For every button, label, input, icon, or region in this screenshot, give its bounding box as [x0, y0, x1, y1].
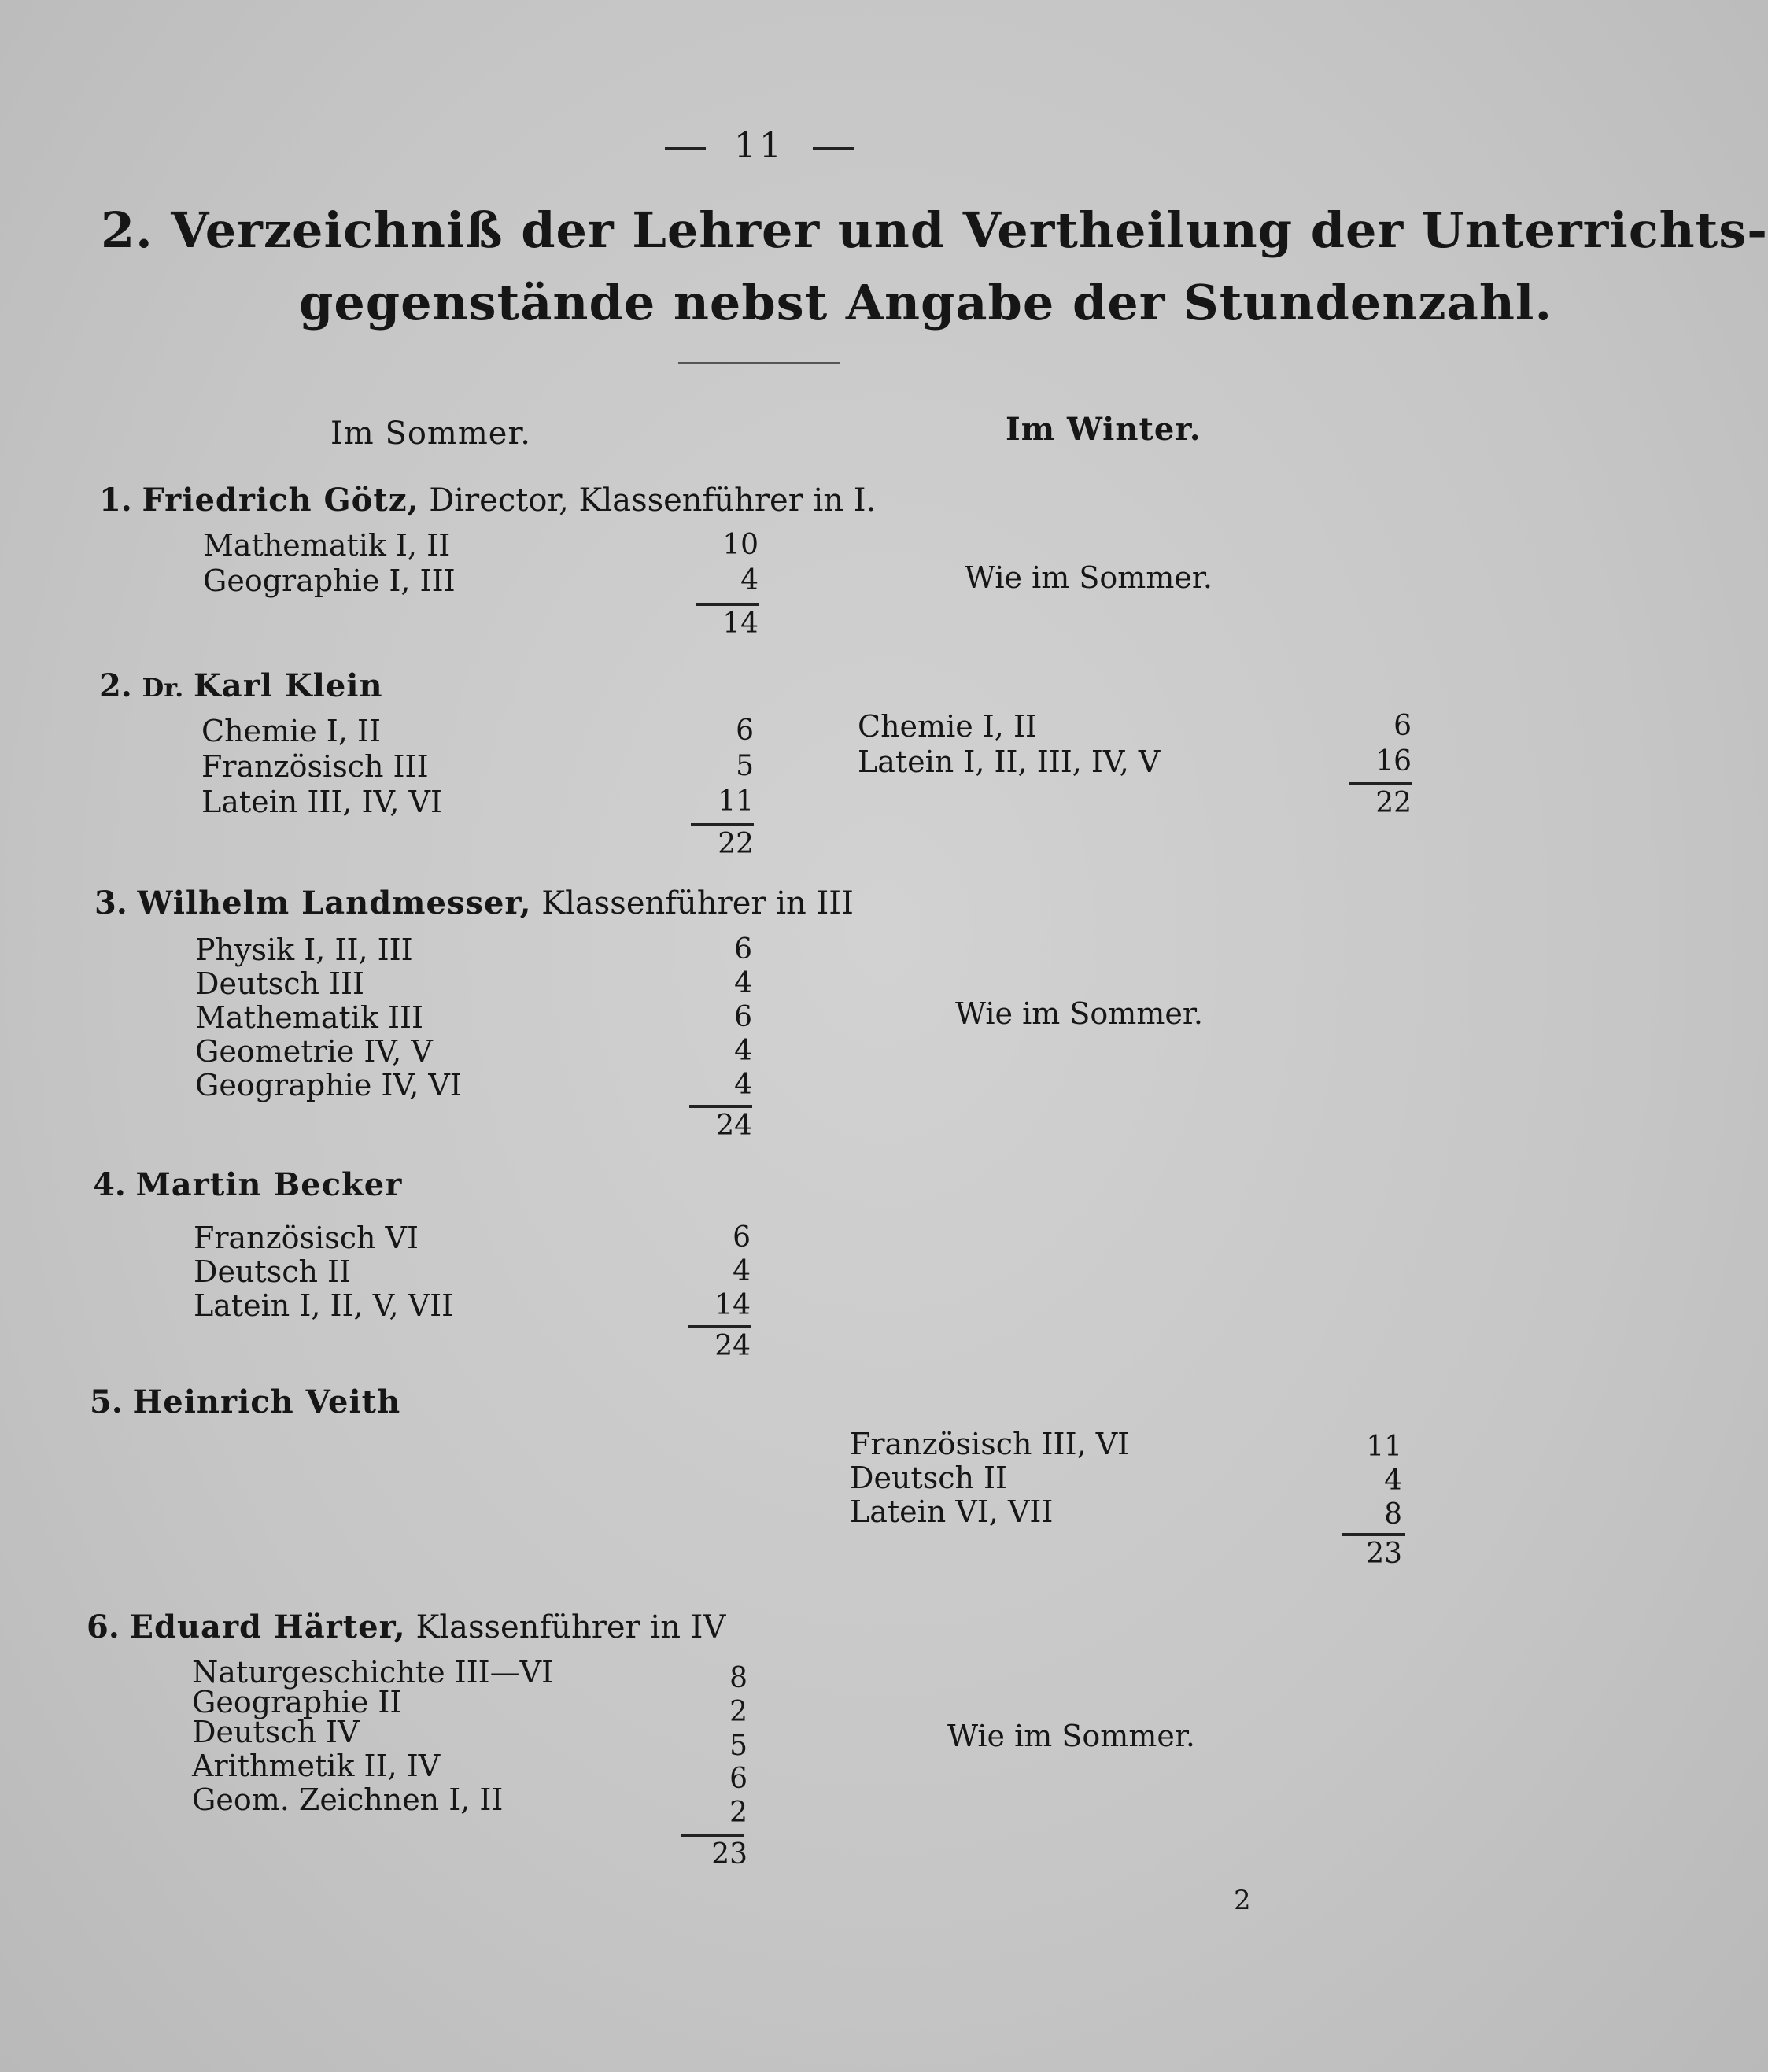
subject: Naturgeschichte III—VI: [192, 1655, 554, 1690]
hours: 2: [729, 1696, 747, 1728]
subject: Französisch III: [201, 749, 429, 784]
subject: Deutsch III: [195, 966, 365, 1001]
hours: 8: [729, 1662, 747, 1694]
hours: 4: [1384, 1464, 1402, 1497]
subject: Geographie II: [192, 1685, 402, 1719]
sum-line: [688, 1325, 751, 1328]
section-heading-line-2: gegenstände nebst Angabe der Stundenzahl.: [299, 274, 1553, 331]
teacher-number: 6.: [87, 1608, 120, 1645]
subject: Geographie I, III: [203, 563, 456, 598]
column-header-winter: Im Winter.: [1006, 411, 1201, 448]
hours: 14: [714, 1289, 751, 1321]
sum-line: [681, 1834, 744, 1837]
winter-same-note: Wie im Sommer.: [955, 996, 1203, 1031]
subject: Deutsch II: [194, 1254, 352, 1289]
subject: Französisch VI: [194, 1221, 419, 1255]
hours: 4: [740, 564, 759, 596]
teacher-entry-6: [87, 1608, 725, 1645]
winter-same-note: Wie im Sommer.: [965, 560, 1213, 595]
subject: Geometrie IV, V: [195, 1034, 433, 1069]
hours: 11: [1366, 1431, 1402, 1463]
teacher-role: Director, Klassenführer in I.: [429, 482, 877, 519]
hours: 4: [734, 967, 752, 999]
subject: Latein I, II, III, IV, V: [858, 744, 1161, 779]
heading-divider: [678, 362, 840, 364]
section-heading-line-1: 2. Verzeichniß der Lehrer und Vertheilung der Unterrichts-: [101, 201, 1768, 259]
hours: 8: [1384, 1498, 1402, 1531]
subject: Arithmetik II, IV: [192, 1749, 441, 1783]
subject: Deutsch II: [850, 1461, 1008, 1495]
hours-total: 24: [714, 1330, 751, 1362]
sum-line: [696, 603, 759, 606]
hours-total: 23: [711, 1838, 747, 1871]
subject: Geographie IV, VI: [195, 1068, 462, 1102]
teacher-number: 4.: [93, 1166, 126, 1203]
subject: Deutsch IV: [192, 1715, 360, 1749]
teacher-name: Eduard Härter,: [129, 1608, 406, 1645]
hours: 4: [734, 1035, 752, 1067]
teacher-entry-3: [94, 885, 854, 922]
subject: Chemie I, II: [858, 709, 1037, 744]
hours-total: 14: [722, 608, 759, 640]
column-header-summer: Im Sommer.: [330, 416, 531, 452]
subject: Mathematik III: [195, 1000, 424, 1035]
page-number: 11: [0, 126, 1519, 166]
teacher-entry-4: [93, 1166, 402, 1203]
subject: Physik I, II, III: [195, 933, 413, 967]
teacher-number: 1.: [99, 482, 132, 519]
signature-number: 2: [1234, 1885, 1251, 1916]
teacher-title: Dr.: [142, 673, 184, 703]
hours: 4: [733, 1255, 751, 1287]
teacher-number: 5.: [90, 1383, 123, 1420]
teacher-role: Klassenführer in III: [541, 885, 854, 922]
teacher-entry-2: [99, 667, 383, 704]
teacher-name: Wilhelm Landmesser,: [137, 885, 532, 922]
sum-line: [1349, 782, 1412, 785]
subject: Latein VI, VII: [850, 1494, 1054, 1529]
subject: Französisch III, VI: [850, 1427, 1130, 1461]
hours: 10: [722, 529, 759, 561]
hours-total: 22: [1375, 787, 1412, 819]
hours: 5: [736, 750, 754, 782]
teacher-number: 2.: [99, 667, 132, 704]
hours: 6: [729, 1763, 747, 1795]
hours: 5: [729, 1730, 747, 1762]
hours: 6: [1393, 710, 1412, 742]
winter-same-note: Wie im Sommer.: [947, 1719, 1195, 1753]
hours-total: 22: [718, 828, 754, 860]
subject: Geom. Zeichnen I, II: [192, 1782, 504, 1817]
teacher-name: Friedrich Götz,: [142, 482, 419, 519]
teacher-entry-1: [99, 482, 876, 519]
hours: 16: [1375, 745, 1412, 777]
hours: 2: [729, 1797, 747, 1829]
teacher-name: Heinrich Veith: [132, 1383, 401, 1420]
hours-total: 23: [1366, 1538, 1402, 1570]
hours: 6: [734, 933, 752, 966]
teacher-name: Karl Klein: [194, 667, 383, 704]
teacher-name: Martin Becker: [135, 1166, 403, 1203]
hours: 11: [718, 785, 754, 818]
subject: Latein III, IV, VI: [201, 785, 442, 819]
subject: Latein I, II, V, VII: [194, 1288, 454, 1323]
sum-line: [1342, 1533, 1405, 1536]
sum-line: [691, 823, 754, 826]
hours: 6: [736, 715, 754, 747]
hours: 6: [733, 1221, 751, 1254]
teacher-role: Klassenführer in IV: [415, 1609, 726, 1645]
teacher-entry-5: [90, 1383, 400, 1420]
sum-line: [689, 1105, 752, 1108]
hours: 6: [734, 1001, 752, 1033]
subject: Mathematik I, II: [203, 528, 451, 563]
teacher-number: 3.: [94, 885, 127, 922]
hours-total: 24: [716, 1110, 752, 1142]
subject: Chemie I, II: [201, 714, 381, 748]
hours: 4: [734, 1069, 752, 1101]
